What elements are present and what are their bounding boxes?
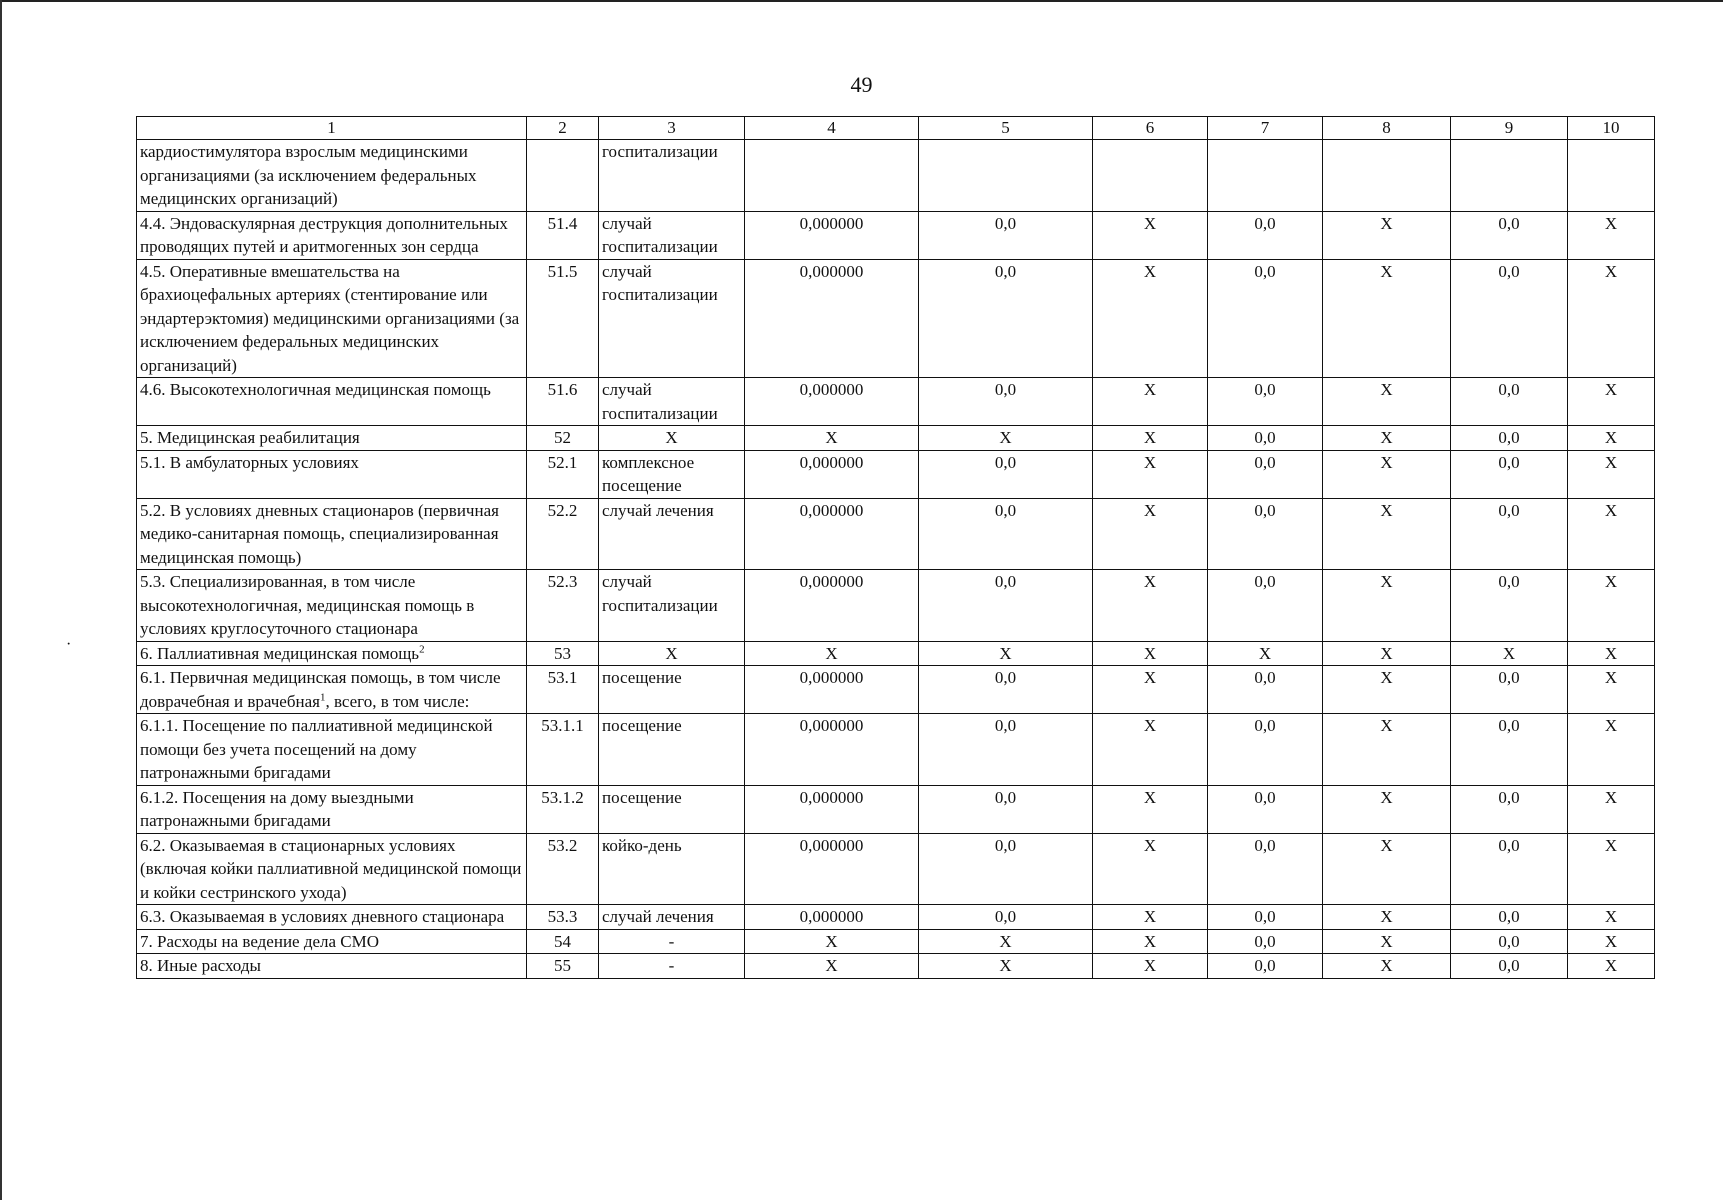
scan-edge-top [0,0,1723,2]
scan-edge-left [0,0,2,1200]
cell-c6: X [1093,378,1208,426]
cell-c4: X [745,426,919,451]
cell-c9: 0,0 [1451,426,1568,451]
table-row [137,140,1655,212]
cell-c7: 0,0 [1208,954,1323,979]
row-name: 5. Медицинская реабилитация [140,428,360,447]
cell-c10: X [1568,426,1655,451]
cell-c6: X [1093,259,1208,378]
cell-c10: X [1568,833,1655,905]
cell-unit: - [599,929,745,954]
row-name: 5.3. Специализированная, в том числе высокотехнологичная, медицинская помощь в условиях круглосуточного стационара [140,572,475,638]
cell-unit: койко-день [599,833,745,905]
row-name-cell [137,426,527,451]
cell-c8: X [1323,666,1451,714]
row-name-cell [137,785,527,833]
cell-code: 52.2 [527,498,599,570]
cell-code: 51.5 [527,259,599,378]
table-row [137,641,1655,666]
cell-c4: 0,000000 [745,714,919,786]
row-name-tail: , всего, в том числе: [325,691,470,711]
cell-c9: 0,0 [1451,450,1568,498]
cell-unit: X [599,641,745,666]
cell-c5: 0,0 [919,666,1093,714]
cell-code: 53.1.2 [527,785,599,833]
cell-c10: X [1568,929,1655,954]
cell-c9: 0,0 [1451,211,1568,259]
cell-c7: 0,0 [1208,929,1323,954]
cell-c10: X [1568,498,1655,570]
cell-unit: госпитализации [599,140,745,212]
cell-code [527,140,599,212]
row-name-cell [137,833,527,905]
cell-c5: X [919,641,1093,666]
cell-c9: 0,0 [1451,785,1568,833]
cell-c5: 0,0 [919,785,1093,833]
cell-c7: 0,0 [1208,666,1323,714]
cell-unit: X [599,426,745,451]
cell-c9: 0,0 [1451,954,1568,979]
cell-c9: 0,0 [1451,259,1568,378]
cell-c10: X [1568,666,1655,714]
row-name: 6.1. Первичная медицинская помощь, в том числе доврачебная и врачебная [140,668,501,711]
cell-unit: случай госпитализации [599,378,745,426]
table-row [137,666,1655,714]
footnote-mark: 1 [319,690,326,703]
table-row [137,785,1655,833]
cell-c9: 0,0 [1451,905,1568,930]
cell-c9: 0,0 [1451,929,1568,954]
cell-c10: X [1568,641,1655,666]
cell-code: 52.3 [527,570,599,642]
cell-c8: X [1323,570,1451,642]
cell-code: 53 [527,641,599,666]
cell-c4: 0,000000 [745,666,919,714]
cell-c10: X [1568,785,1655,833]
cell-c7: 0,0 [1208,498,1323,570]
cell-c9 [1451,140,1568,212]
row-name: 7. Расходы на ведение дела СМО [140,931,380,951]
cell-c10: X [1568,259,1655,378]
row-name-cell [137,954,527,979]
header-cell: 3 [599,117,745,140]
cell-c8: X [1323,714,1451,786]
cell-c6: X [1093,905,1208,930]
row-name-cell [137,714,527,786]
row-name-cell [137,641,527,666]
cell-c5: 0,0 [919,211,1093,259]
cell-c9: 0,0 [1451,570,1568,642]
cell-c6: X [1093,570,1208,642]
cell-c4: 0,000000 [745,833,919,905]
cell-c10: X [1568,954,1655,979]
cell-code: 54 [527,929,599,954]
table-row [137,378,1655,426]
cell-c5: X [919,954,1093,979]
cell-c8: X [1323,498,1451,570]
cell-unit: - [599,954,745,979]
cell-c4: 0,000000 [745,905,919,930]
cell-code: 53.2 [527,833,599,905]
table-row [137,833,1655,905]
table-row [137,714,1655,786]
cell-c5: 0,0 [919,259,1093,378]
cell-c5 [919,140,1093,212]
cell-c8: X [1323,211,1451,259]
cell-c6: X [1093,833,1208,905]
header-cell: 8 [1323,117,1451,140]
header-cell: 4 [745,117,919,140]
cell-c6: X [1093,666,1208,714]
cell-c8: X [1323,785,1451,833]
cell-code: 53.3 [527,905,599,930]
cell-c7: 0,0 [1208,714,1323,786]
row-name: 4.4. Эндоваскулярная деструкция дополнительных проводящих путей и аритмогенных зон сердца [140,213,508,256]
cell-c8: X [1323,426,1451,451]
cell-c8: X [1323,450,1451,498]
cell-c7: 0,0 [1208,426,1323,451]
cell-c7: 0,0 [1208,785,1323,833]
footnote-mark: 2 [419,642,425,655]
cell-c7: X [1208,641,1323,666]
cell-c7: 0,0 [1208,833,1323,905]
cell-c7: 0,0 [1208,378,1323,426]
cell-code: 53.1.1 [527,714,599,786]
row-name-cell [137,498,527,570]
row-name: 5.1. В амбулаторных условиях [140,452,359,472]
cell-c6: X [1093,929,1208,954]
row-name-cell [137,929,527,954]
cell-c5: 0,0 [919,498,1093,570]
cell-unit: случай лечения [599,498,745,570]
cell-c6: X [1093,954,1208,979]
cell-c6: X [1093,426,1208,451]
header-cell: 5 [919,117,1093,140]
cell-code: 51.6 [527,378,599,426]
table-row [137,450,1655,498]
cell-unit: посещение [599,785,745,833]
cell-unit: случай госпитализации [599,211,745,259]
cell-unit: комплексное посещение [599,450,745,498]
cell-c7: 0,0 [1208,211,1323,259]
cell-c7: 0,0 [1208,259,1323,378]
row-name: 4.6. Высокотехнологичная медицинская помощь [140,380,491,399]
table-row [137,905,1655,930]
data-table [136,116,1655,979]
row-name-cell [137,378,527,426]
row-name: 6.2. Оказываемая в стационарных условиях (включая койки паллиативной медицинской помощи и койки сестринского ухода) [140,835,522,902]
table-row [137,570,1655,642]
cell-c8: X [1323,833,1451,905]
cell-c6: X [1093,641,1208,666]
table-row [137,929,1655,954]
cell-c10: X [1568,905,1655,930]
cell-c8: X [1323,954,1451,979]
cell-code: 52 [527,426,599,451]
header-cell: 1 [137,117,527,140]
cell-c8: X [1323,641,1451,666]
cell-c4: X [745,641,919,666]
cell-c6: X [1093,450,1208,498]
cell-code: 51.4 [527,211,599,259]
row-name: 5.2. В условиях дневных стационаров (первичная медико-санитарная помощь, специализированная медицинская помощь) [140,500,499,567]
cell-unit: случай госпитализации [599,570,745,642]
row-name-cell [137,450,527,498]
header-cell: 2 [527,117,599,140]
cell-c4: 0,000000 [745,211,919,259]
cell-c10: X [1568,450,1655,498]
cell-c6: X [1093,714,1208,786]
row-name: 4.5. Оперативные вмешательства на брахиоцефальных артериях (стентирование или эндартерэктомия) медицинскими организациями (за исключением федеральных медицинских организаций) [140,261,520,375]
cell-c8: X [1323,259,1451,378]
cell-c5: 0,0 [919,570,1093,642]
cell-c7: 0,0 [1208,905,1323,930]
cell-c9: X [1451,641,1568,666]
cell-c6: X [1093,785,1208,833]
header-row [137,117,1655,140]
cell-c5: X [919,426,1093,451]
cell-c9: 0,0 [1451,666,1568,714]
page-number: 49 [850,72,873,97]
cell-c6: X [1093,498,1208,570]
table-row [137,954,1655,979]
cell-c4: 0,000000 [745,450,919,498]
cell-code: 52.1 [527,450,599,498]
cell-unit: посещение [599,714,745,786]
cell-c4 [745,140,919,212]
cell-c5: 0,0 [919,905,1093,930]
cell-c4: 0,000000 [745,570,919,642]
cell-c10 [1568,140,1655,212]
cell-c8: X [1323,378,1451,426]
cell-c8: X [1323,929,1451,954]
cell-c5: 0,0 [919,714,1093,786]
row-name: 6.3. Оказываемая в условиях дневного стационара [140,907,505,926]
table-row [137,498,1655,570]
table-row [137,259,1655,378]
cell-c7: 0,0 [1208,450,1323,498]
header-cell: 7 [1208,117,1323,140]
cell-c9: 0,0 [1451,498,1568,570]
cell-c4: 0,000000 [745,785,919,833]
cell-c4: 0,000000 [745,259,919,378]
header-cell: 10 [1568,117,1655,140]
row-name-cell [137,140,527,212]
row-name: 8. Иные расходы [140,956,261,975]
cell-c10: X [1568,570,1655,642]
row-name-cell [137,259,527,378]
row-name-cell [137,905,527,930]
cell-c5: 0,0 [919,833,1093,905]
cell-unit: посещение [599,666,745,714]
cell-c10: X [1568,714,1655,786]
table-body [137,140,1655,979]
cell-c8: X [1323,905,1451,930]
cell-c10: X [1568,211,1655,259]
cell-c6 [1093,140,1208,212]
row-name: 6.1.1. Посещение по паллиативной медицинской помощи без учета посещений на дому патронажными бригадами [140,716,493,782]
cell-c9: 0,0 [1451,714,1568,786]
cell-unit: случай лечения [599,905,745,930]
cell-code: 55 [527,954,599,979]
cell-c4: 0,000000 [745,378,919,426]
cell-c7 [1208,140,1323,212]
cell-c5: X [919,929,1093,954]
cell-c6: X [1093,211,1208,259]
cell-c8 [1323,140,1451,212]
cell-c9: 0,0 [1451,833,1568,905]
cell-c7: 0,0 [1208,570,1323,642]
row-name-cell [137,570,527,642]
header-cell: 9 [1451,117,1568,140]
cell-code: 53.1 [527,666,599,714]
stray-mark: · [66,636,72,653]
cell-c4: X [745,929,919,954]
cell-c5: 0,0 [919,378,1093,426]
table-row [137,211,1655,259]
header-cell: 6 [1093,117,1208,140]
row-name: 6. Паллиативная медицинская помощь [140,643,420,663]
row-name-cell [137,666,527,714]
cell-c5: 0,0 [919,450,1093,498]
cell-c4: 0,000000 [745,498,919,570]
cell-c10: X [1568,378,1655,426]
cell-unit: случай госпитализации [599,259,745,378]
row-name-cell [137,211,527,259]
row-name: 6.1.2. Посещения на дому выездными патронажными бригадами [140,787,414,830]
row-name: кардиостимулятора взрослым медицинскими организациями (за исключением федеральных медицинских организаций) [140,142,477,208]
cell-c9: 0,0 [1451,378,1568,426]
cell-c4: X [745,954,919,979]
table-row [137,426,1655,451]
